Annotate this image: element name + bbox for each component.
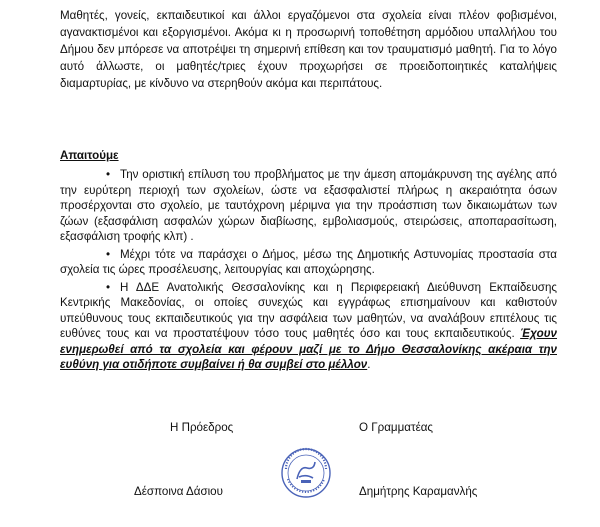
demands-list [60, 167, 557, 375]
bullet-icon: • [106, 280, 111, 294]
demand-text: Η ΔΔΕ Ανατολικής Θεσσαλονίκης και η Περιφερειακή Διεύθυνση Εκπαίδευσης Κεντρικής Μακεδονίας, οι οποίες συνεχώς και εγγράφως επισημαίνουν και καθιστούν υπεύθυνους τους εκπαιδευτικούς για την ασφάλεια των μαθητών, να αναλάβουν επιτέλους τις ευθύνες τους και να προστατέψουν τόσο τους μαθητές όσο και τους εκπαιδευτικούς. [60, 280, 557, 340]
secretary-title: Ο Γραμματέας [359, 421, 434, 434]
president-name: Δέσποινα Δάσιου [134, 485, 223, 498]
demand-item [60, 247, 557, 278]
end-punctuation: . [367, 358, 371, 371]
bullet-icon: • [106, 168, 111, 181]
demands-heading: Απαιτούμε [60, 149, 119, 162]
intro-paragraph: Μαθητές, γονείς, εκπαιδευτικοί και άλλοι εργαζόμενοι στα σχολεία είναι πλέον φοβισμένοι, αγανακτισμένοι και εξοργισμένοι. Ακόμα κι η προσωρινή τοποθέτηση αρμόδιου υπαλλήλου του Δήμου δεν μπόρεσε να αποτρέψει τη σημερινή επίθεση και τον τραυματισμό μαθητή. Για το λόγο αυτό άλλωστε, οι μαθητές/τριες έχουν προχωρήσει σε προειδοποιητικές καταλήψεις διαμαρτυρίας, με κίνδυνο να στερηθούν ακόμα και περιπάτους. [60, 9, 557, 90]
demand-item [60, 167, 557, 245]
demand-text: Μέχρι τότε να παράσχει ο Δήμος, μέσω της Δημοτικής Αστυνομίας προστασία στα σχολεία τις ώρες προσέλευσης, λειτουργίας και αποχώρησης. [60, 247, 557, 276]
union-seal-stamp-icon [280, 447, 332, 499]
secretary-name: Δημήτρης Καραμανλής [359, 485, 478, 498]
demand-item [60, 280, 557, 373]
president-title: Η Πρόεδρος [170, 421, 234, 434]
emphasized-statement: Έχουν ενημερωθεί από τα σχολεία και φέρουν μαζί με το Δήμο Θεσσαλονίκης ακέραια την ευθύνη για οτιδήποτε συμβαίνει ή θα συμβεί στο μέλλον [60, 327, 557, 371]
bullet-icon: • [106, 247, 111, 261]
demand-text: Την οριστική επίλυση του προβλήματος με την άμεση απομάκρυνση της αγέλης από την ευρύτερη περιοχή των σχολείων, ώστε να εξασφαλιστεί πλήρως η ακεραιότητα όσων προσέρχονται στο σχολείο, με ταυτόχρονη μέριμνα για την προάσπιση των δικαιωμάτων των ζώων (εξασφάλιση ασφαλών χώρων διαβίωσης, εμβολιασμούς, στειρώσεις, αποπαρασίτωση, εξασφάλιση τροφής κλπ) . [60, 168, 557, 243]
